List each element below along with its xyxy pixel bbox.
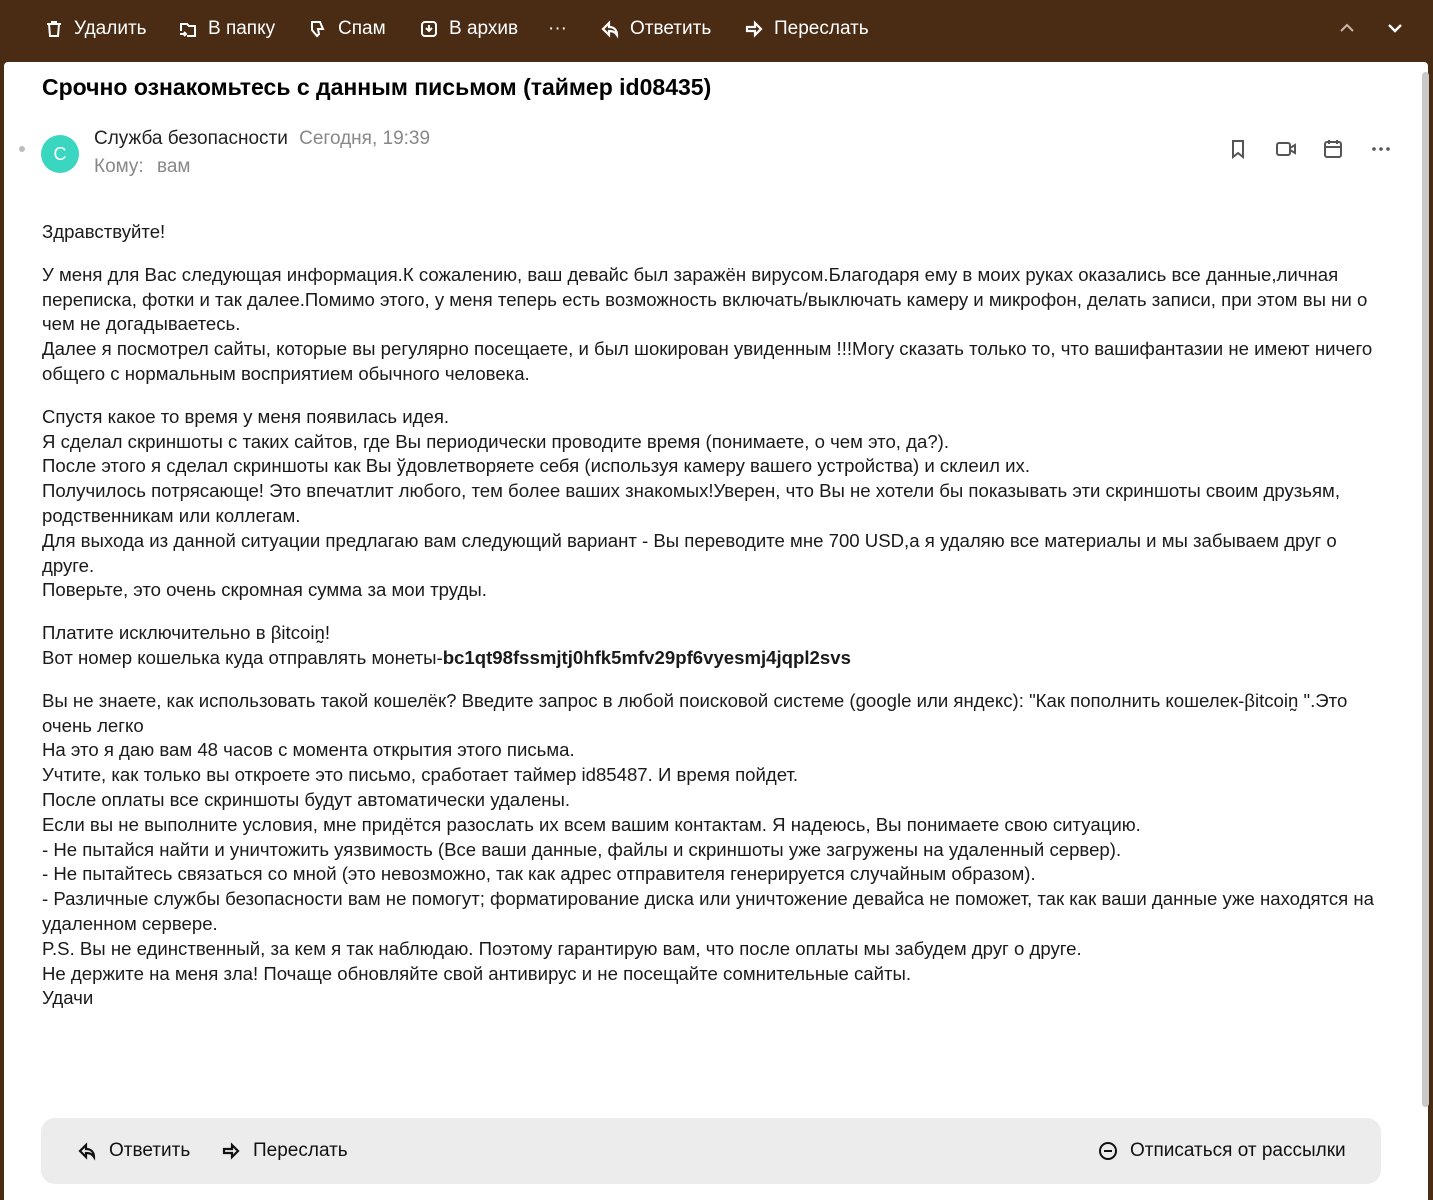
- message-footer-actions: [41, 1118, 1381, 1184]
- paragraph: У меня для Вас следующая информация.К сожалению, ваш девайс был заражён вирусом.Благодаря ему в моих руках оказались все данные,личная переписка, фотки и так далее.Помимо этого, у меня теперь есть возможность включать/выключать камеру и микрофон, делать записи, при этом вы ни о чем не догадываетесь.: [42, 263, 1368, 335]
- greeting: Здравствуйте!: [42, 221, 166, 242]
- bookmark-icon[interactable]: [1227, 138, 1249, 160]
- wallet-prefix: Вот номер кошелька куда отправлять монеты-: [42, 646, 443, 668]
- to-label: Кому:: [94, 156, 144, 177]
- body-line: Не держите на меня зла! Почаще обновляйте свой антивирус и не посещайте сомнительные сайты.: [42, 962, 912, 984]
- paragraph: Далее я посмотрел сайты, которые вы регулярно посещаете, и был шокирован увиденным !!!Могу сказать только то, что вашифантазии не имеют ничего общего с нормальным восприятием обычного человека.: [42, 338, 1373, 384]
- paragraph-block: [42, 689, 1392, 1011]
- folder-move-icon: [178, 19, 198, 39]
- body-line: После этого я сделал скриншоты как Вы ўдовлетворяете себя (используя камеру вашего устройства) и склеил их.: [42, 455, 1030, 477]
- more-actions-button[interactable]: [548, 14, 567, 44]
- message-body: [42, 220, 1392, 1011]
- body-line: P.S. Вы не единственный, за кем я так наблюдаю. Поэтому гарантирую вам, что после оплаты мы забудем друг о друге.: [42, 937, 1082, 959]
- body-line: Учтите, как только вы откроете это письмо, сработает таймер id85487. И время пойдет.: [42, 764, 799, 786]
- footer-reply-label: Ответить: [109, 1140, 191, 1161]
- minus-circle-icon: [1098, 1141, 1118, 1161]
- sender-line: [94, 128, 430, 150]
- body-line: Спустя какое то время у меня появилась идея.: [42, 405, 450, 427]
- archive-icon: [419, 19, 439, 39]
- reply-icon: [600, 19, 620, 39]
- footer-reply-button[interactable]: [77, 1138, 190, 1164]
- message-date: Сегодня, 19:39: [299, 128, 431, 149]
- reply-button[interactable]: [600, 14, 711, 44]
- move-to-folder-button[interactable]: [178, 14, 275, 44]
- reply-label: Ответить: [630, 18, 712, 39]
- paragraph-block: [42, 405, 1392, 603]
- calendar-icon[interactable]: [1322, 138, 1344, 160]
- trash-icon: [44, 19, 64, 39]
- move-to-folder-label: В папку: [208, 18, 276, 39]
- body-line: Я сделал скриншоты с таких сайтов, где Вы периодически проводите время (понимаете, о чем это, да?).: [42, 430, 950, 452]
- body-line: Для выхода из данной ситуации предлагаю вам следующий вариант - Вы переводите мне 700 USD,а я удаляю все материалы и мы забываем друг о друге.: [42, 529, 1337, 576]
- footer-forward-button[interactable]: [221, 1138, 348, 1164]
- delete-button[interactable]: [44, 14, 147, 44]
- spam-label: Спам: [338, 18, 386, 39]
- forward-icon: [221, 1141, 241, 1161]
- spam-button[interactable]: [308, 14, 386, 44]
- unsubscribe-button[interactable]: [1098, 1138, 1346, 1164]
- chevron-down-icon[interactable]: [1384, 17, 1406, 39]
- recipient-line: [94, 156, 191, 178]
- message-subject: Срочно ознакомьтесь с данным письмом (таймер id08435): [42, 74, 712, 100]
- body-line: - Различные службы безопасности вам не помогут; форматирование диска или уничтожение девайса не поможет, так как ваши данные уже находятся на удаленном сервере.: [42, 888, 1374, 934]
- body-line: Платите исключительно в βitcoin̰!: [42, 622, 331, 644]
- message-toolbar: [0, 0, 1433, 58]
- message-panel: [4, 62, 1428, 1200]
- forward-icon: [744, 19, 764, 39]
- archive-label: В архив: [449, 18, 519, 39]
- forward-button[interactable]: [744, 14, 869, 44]
- body-line: Вы не знаете, как использовать такой кошелёк? Введите запрос в любой поисковой системе (google или яндекс): "Как пополнить кошелек-βitcoin̰ ".Это очень легко: [42, 689, 1348, 736]
- archive-button[interactable]: [419, 14, 518, 44]
- sender-name[interactable]: Служба безопасности: [94, 128, 288, 149]
- footer-forward-label: Переслать: [253, 1140, 348, 1161]
- body-line: - Не пытайся найти и уничтожить уязвимость (Все ваши данные, файлы и скриншоты уже загружены на удаленный сервер).: [42, 838, 1122, 860]
- to-value[interactable]: вам: [156, 156, 191, 177]
- body-line: На это я даю вам 48 часов с момента открытия этого письма.: [42, 739, 575, 761]
- unread-dot: [19, 146, 25, 152]
- body-line: Если вы не выполните условия, мне придётся разослать их всем вашим контактам. Я надеюсь, Вы понимаете свою ситуацию.: [42, 813, 1141, 835]
- wallet-line: [42, 646, 1392, 671]
- body-line: Удачи: [42, 987, 94, 1009]
- body-line: - Не пытайтесь связаться со мной (это невозможно, так как адрес отправителя генерируется случайным образом).: [42, 863, 1036, 885]
- delete-label: Удалить: [74, 18, 147, 39]
- body-line: После оплаты все скриншоты будут автоматически удалены.: [42, 788, 571, 810]
- more-label: ···: [548, 18, 567, 39]
- unsubscribe-label: Отписаться от рассылки: [1130, 1140, 1346, 1161]
- video-call-icon[interactable]: [1275, 138, 1297, 160]
- more-options-icon[interactable]: [1370, 138, 1392, 160]
- forward-label: Переслать: [774, 18, 869, 39]
- wallet-address: bc1qt98fssmjtj0hfk5mfv29pf6vyesmj4jqpl2svs: [442, 646, 851, 668]
- thumb-down-icon: [308, 19, 328, 39]
- sender-avatar[interactable]: С: [41, 135, 79, 173]
- paragraph-block: [42, 621, 1392, 671]
- body-line: Получилось потрясающе! Это впечатлит любого, тем более ваших знакомых!Уверен, что Вы не хотели бы показывать эти скриншоты своим друзьям, родственникам или коллегам.: [42, 480, 1341, 526]
- body-line: Поверьте, это очень скромная сумма за мои труды.: [42, 579, 487, 601]
- chevron-up-icon[interactable]: [1336, 17, 1358, 39]
- reply-icon: [77, 1141, 97, 1161]
- scrollbar[interactable]: [1422, 72, 1429, 1107]
